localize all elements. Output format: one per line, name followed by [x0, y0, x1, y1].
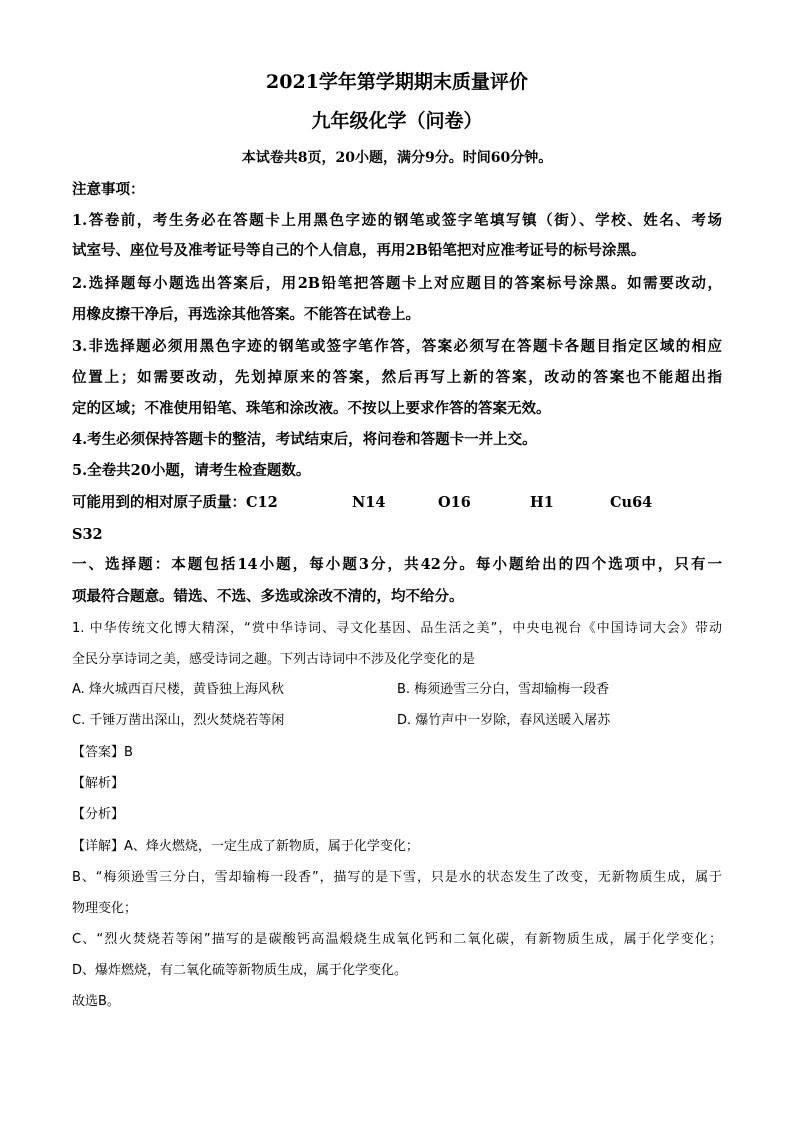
- notice-line: 3.非选择题必须用黑色字迹的钢笔或签字笔作答，答案必须写在答题卡各题目指定区域的相应: [72, 338, 722, 355]
- atomic-mass-item: Cu64: [610, 494, 653, 511]
- atomic-mass-row: [72, 496, 722, 514]
- detail-line: B、“梅须逊雪三分白，雪却输梅一段香”，描写的是下雪，只是水的状态发生了改变，无新物质生成，属于: [72, 870, 722, 885]
- notice-line: 4.考生必须保持答题卡的整洁，考试结束后，将问卷和答题卡一并上交。: [72, 431, 537, 448]
- analysis-label: 【解析】: [72, 776, 125, 791]
- detail-line: 【详解】A、烽火燃烧，一定生成了新物质，属于化学变化；: [72, 839, 419, 854]
- answer-label: 【答案】B: [72, 745, 133, 760]
- exam-title: 2021学年第学期期末质量评价: [266, 71, 528, 93]
- notice-line: 1.答卷前，考生务必在答题卡上用黑色字迹的钢笔或签字笔填写镇（街）、学校、姓名、考场: [72, 212, 722, 229]
- atomic-mass-label: 可能用到的相对原子质量：C12: [72, 494, 278, 511]
- question-stem: 1. 中华传统文化博大精深，“赏中华诗词、寻文化基因、品生活之美”，中央电视台《中国诗词大会》带动: [72, 621, 722, 636]
- exam-info: 本试卷共8页，20小题，满分9分。时间60分钟。: [241, 150, 553, 166]
- atomic-mass-wrap: S32: [72, 526, 103, 543]
- section-heading: 一、选择题：本题包括14小题，每小题3分，共42分。每小题给出的四个选项中，只有一: [72, 556, 722, 573]
- notice-line: 用橡皮擦干净后，再选涂其他答案。不能答在试卷上。: [72, 306, 420, 323]
- option-c: C. 千锤万凿出深山，烈火焚烧若等闲: [72, 713, 285, 728]
- notice-line: 定的区域；不准使用铅笔、珠笔和涂改液。不按以上要求作答的答案无效。: [72, 400, 551, 417]
- notice-heading: 注意事项：: [72, 181, 145, 198]
- option-d: D. 爆竹声中一岁除，春风送暖入屠苏: [397, 713, 611, 728]
- detail-line: C、“烈火焚烧若等闲”描写的是碳酸钙高温煅烧生成氧化钙和二氧化碳，有新物质生成，属于化学变化；: [72, 932, 722, 947]
- atomic-mass-item: N14: [352, 494, 386, 511]
- breakdown-label: 【分析】: [72, 807, 125, 822]
- notice-line: 5.全卷共20小题，请考生检查题数。: [72, 462, 311, 479]
- option-b: B. 梅须逊雪三分白，雪却输梅一段香: [397, 682, 610, 697]
- detail-line: D、爆炸燃烧，有二氧化硫等新物质生成，属于化学变化。: [72, 963, 408, 978]
- option-a: A. 烽火城西百尺楼，黄昏独上海风秋: [72, 682, 284, 697]
- notice-line: 试室号、座位号及准考证号等自己的个人信息，再用2B铅笔把对应准考证号的标号涂黑。: [72, 242, 646, 259]
- section-heading: 项最符合题意。错选、不选、多选或涂改不清的，均不给分。: [72, 588, 464, 605]
- detail-line: 故选B。: [72, 994, 120, 1009]
- exam-subtitle: 九年级化学（问卷）: [311, 110, 483, 132]
- detail-line: 物理变化；: [72, 901, 138, 916]
- notice-line: 2.选择题每小题选出答案后，用2B铅笔把答题卡上对应题目的答案标号涂黑。如需要改动，: [72, 275, 722, 292]
- question-stem: 全民分享诗词之美，感受诗词之趣。下列古诗词中不涉及化学变化的是: [72, 652, 476, 667]
- atomic-mass-item: H1: [530, 494, 554, 511]
- notice-line: 位置上；如需要改动，先划掉原来的答案，然后再写上新的答案，改动的答案也不能超出指: [72, 369, 722, 386]
- atomic-mass-item: O16: [438, 494, 471, 511]
